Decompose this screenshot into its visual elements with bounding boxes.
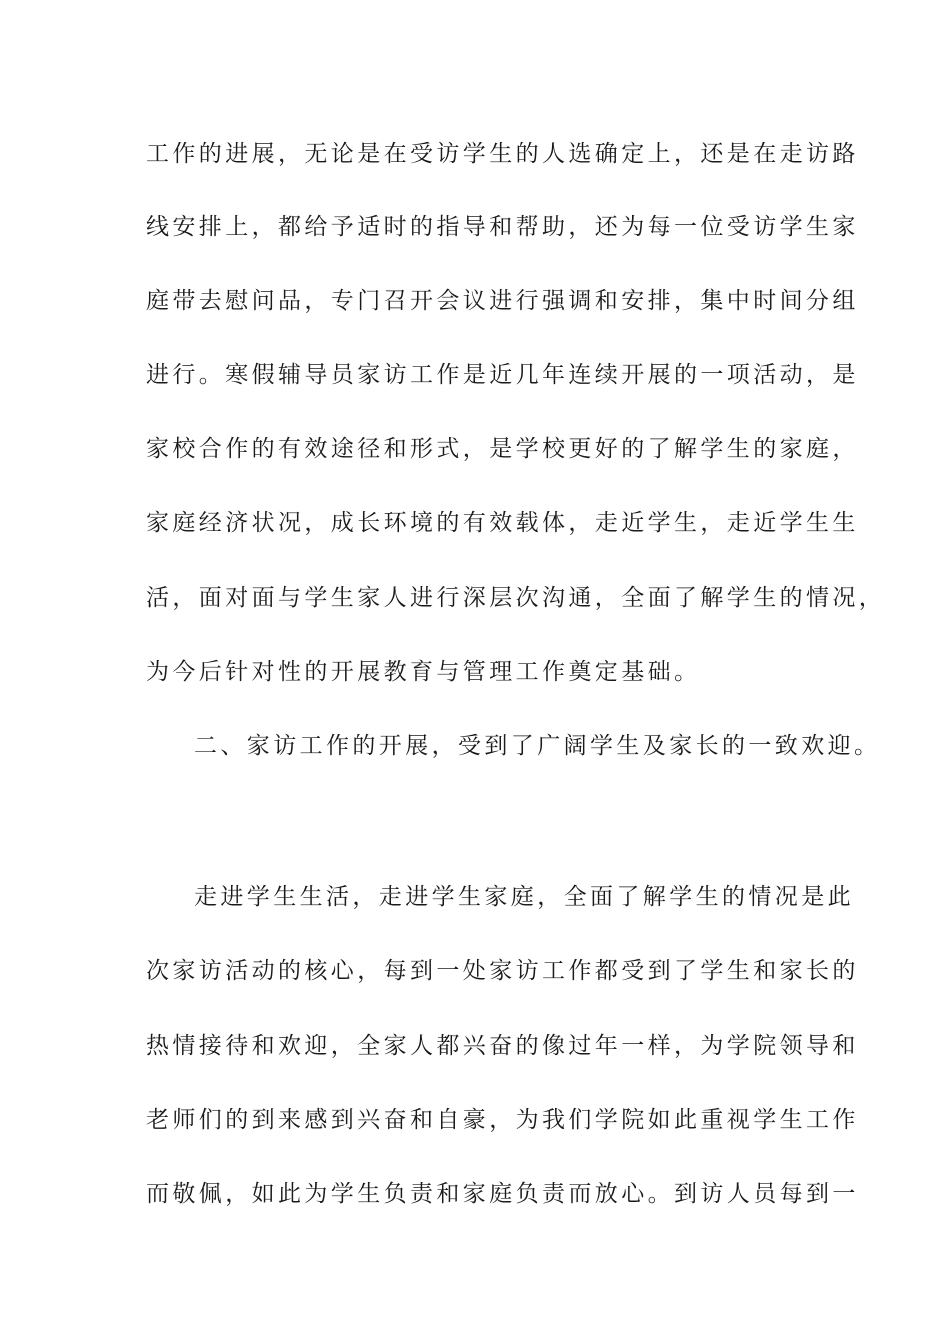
paragraph-line: 次家访活动的核心，每到一处家访工作都受到了学生和家长的 <box>146 958 859 984</box>
paragraph-line: 活，面对面与学生家人进行深层次沟通，全面了解学生的情况， <box>146 585 886 611</box>
paragraph-line: 线安排上，都给予适时的指导和帮助，还为每一位受访学生家 <box>146 214 859 240</box>
paragraph-line: 为今后针对性的开展教育与管理工作奠定基础。 <box>146 659 701 685</box>
section-heading: 二、家访工作的开展，受到了广阔学生及家长的一致欢迎。 <box>194 733 881 759</box>
paragraph-line: 而敬佩，如此为学生负责和家庭负责而放心。到访人员每到一 <box>146 1181 859 1207</box>
paragraph-line: 热情接待和欢迎，全家人都兴奋的像过年一样，为学院领导和 <box>146 1033 859 1059</box>
paragraph-line: 走进学生生活，走进学生家庭，全面了解学生的情况是此 <box>194 884 854 910</box>
paragraph-line: 工作的进展，无论是在受访学生的人选确定上，还是在走访路 <box>146 141 859 167</box>
paragraph-line: 家校合作的有效途径和形式，是学校更好的了解学生的家庭， <box>146 436 859 462</box>
paragraph-line: 庭带去慰问品，专门召开会议进行强调和安排，集中时间分组 <box>146 288 859 314</box>
paragraph-line: 进行。寒假辅导员家访工作是近几年连续开展的一项活动，是 <box>146 362 859 388</box>
paragraph-line: 家庭经济状况，成长环境的有效载体，走近学生，走近学生生 <box>146 510 859 536</box>
paragraph-line: 老师们的到来感到兴奋和自豪，为我们学院如此重视学生工作 <box>146 1107 859 1133</box>
